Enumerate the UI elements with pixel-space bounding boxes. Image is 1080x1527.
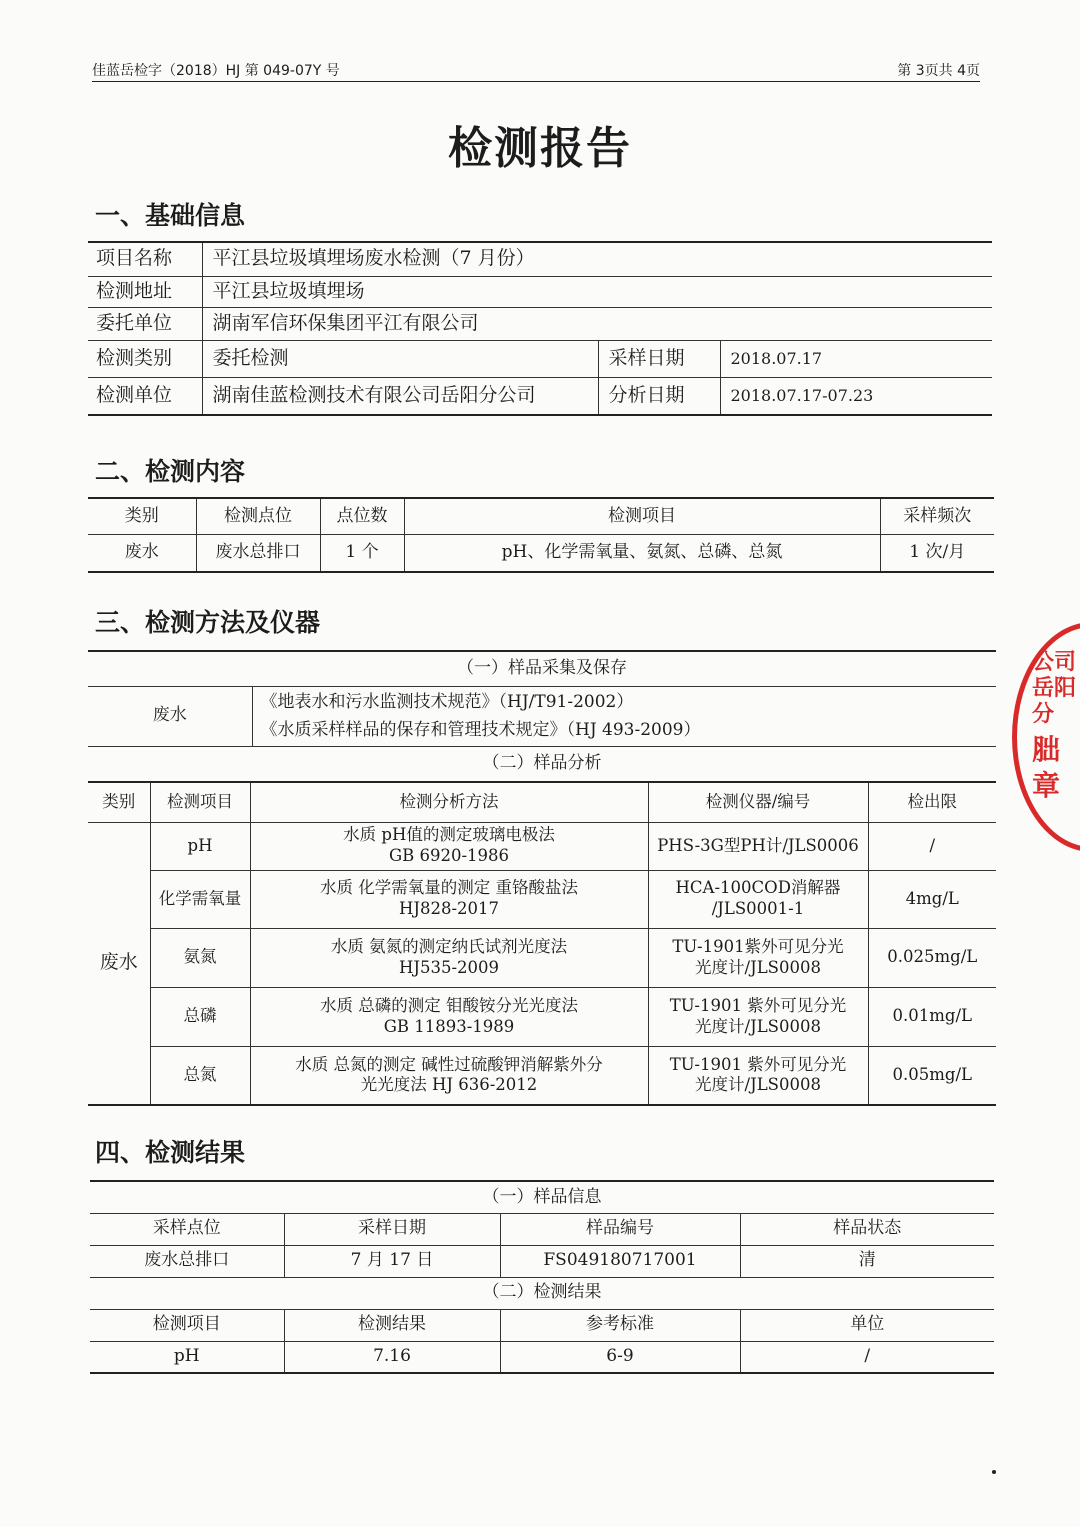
table-row <box>88 870 996 928</box>
sample-header-date: 采样日期 <box>284 1213 500 1245</box>
result-title: （二）检测结果 <box>90 1277 994 1309</box>
analysis-limit: 0.01mg/L <box>868 987 996 1046</box>
content-table <box>88 497 994 573</box>
section-methods-heading: 三、检测方法及仪器 <box>95 608 321 637</box>
sample-state: 清 <box>740 1245 994 1277</box>
table-row <box>88 377 992 415</box>
method-line-2: GB 11893-1989 <box>383 1016 515 1036</box>
seal-text <box>1032 650 1080 804</box>
table-row <box>88 822 996 870</box>
analysis-item: 氨氮 <box>150 928 250 987</box>
type-value: 委托检测 <box>202 340 598 377</box>
method-line-1: 水质 总氮的测定 碱性过硫酸钾消解紫外分 <box>295 1054 603 1074</box>
content-point: 废水总排口 <box>196 534 320 572</box>
sample-info-table <box>90 1180 994 1374</box>
instrument-line-2: 光度计/JLS0008 <box>695 1016 821 1036</box>
seal-text-line-2: 胐章 <box>1032 733 1061 802</box>
method-line-1: 水质 pH值的测定玻璃电极法 <box>343 825 555 845</box>
analysis-header-category: 类别 <box>88 782 150 822</box>
header-rule <box>92 81 980 82</box>
table-row <box>88 928 996 987</box>
analysis-header-limit: 检出限 <box>868 782 996 822</box>
table-row <box>88 782 996 822</box>
content-items: pH、化学需氧量、氨氮、总磷、总氮 <box>404 534 880 572</box>
instrument-line-1: HCA-100COD消解器 <box>675 878 841 898</box>
result-item: pH <box>90 1341 284 1373</box>
result-header-standard: 参考标准 <box>500 1309 740 1341</box>
sample-date: 7 月 17 日 <box>284 1245 500 1277</box>
table-row <box>88 651 996 686</box>
site-label: 检测地址 <box>88 276 202 307</box>
sampling-standard-1: 《地表水和污水监测技术规范》（HJ/T91-2002） <box>260 692 634 712</box>
org-label: 检测单位 <box>88 377 202 415</box>
sampling-standard-2: 《水质采样样品的保存和管理技术规定》（HJ 493-2009） <box>260 720 701 740</box>
table-row <box>88 1046 996 1105</box>
page-info: 第 3页共 4页 <box>897 63 980 79</box>
sample-info-title: （一）样品信息 <box>90 1181 994 1213</box>
report-title: 检测报告 <box>448 123 632 174</box>
instrument-line-1: TU-1901紫外可见分光 <box>672 936 844 956</box>
analysis-item: 总磷 <box>150 987 250 1046</box>
analysis-instrument <box>648 1046 868 1105</box>
sampling-table <box>88 650 996 783</box>
sample-header-state: 样品状态 <box>740 1213 994 1245</box>
analysis-instrument <box>648 822 868 870</box>
org-value: 湖南佳蓝检测技术有限公司岳阳分公司 <box>202 377 598 415</box>
content-frequency: 1 次/月 <box>880 534 994 572</box>
table-row <box>90 1181 994 1213</box>
instrument-line-2: 光度计/JLS0008 <box>695 957 821 977</box>
sampling-date-label: 采样日期 <box>598 340 720 377</box>
table-row <box>88 340 992 377</box>
client-value: 湖南军信环保集团平江有限公司 <box>202 307 992 340</box>
analysis-item: pH <box>150 822 250 870</box>
analysis-item: 化学需氧量 <box>150 870 250 928</box>
table-row <box>88 276 992 307</box>
result-header-unit: 单位 <box>740 1309 994 1341</box>
analysis-instrument <box>648 987 868 1046</box>
table-row <box>88 498 994 534</box>
table-row <box>90 1341 994 1373</box>
project-value: 平江县垃圾填埋场废水检测（7 月份） <box>202 242 992 276</box>
result-header-value: 检测结果 <box>284 1309 500 1341</box>
analysis-header-method: 检测分析方法 <box>250 782 648 822</box>
method-line-2: HJ828-2017 <box>398 899 500 918</box>
section-content-heading: 二、检测内容 <box>95 457 246 486</box>
instrument-line-1: TU-1901 紫外可见分光 <box>669 1054 847 1074</box>
project-label: 项目名称 <box>88 242 202 276</box>
analysis-table <box>88 781 996 1106</box>
analysis-instrument <box>648 928 868 987</box>
table-row <box>88 686 996 746</box>
analysis-header-item: 检测项目 <box>150 782 250 822</box>
document-number: 佳蓝岳检字（2018）HJ 第 049-07Y 号 <box>92 63 340 79</box>
analysis-title: （二）样品分析 <box>88 746 996 782</box>
analysis-date-label: 分析日期 <box>598 377 720 415</box>
result-standard: 6-9 <box>500 1341 740 1373</box>
table-row <box>88 987 996 1046</box>
result-value: 7.16 <box>284 1341 500 1373</box>
type-label: 检测类别 <box>88 340 202 377</box>
sample-id: FS049180717001 <box>500 1245 740 1277</box>
result-unit: / <box>740 1341 994 1373</box>
analysis-limit: 0.05mg/L <box>868 1046 996 1105</box>
content-header-count: 点位数 <box>320 498 404 534</box>
table-row <box>90 1245 994 1277</box>
method-line-1: 水质 总磷的测定 钼酸铵分光光度法 <box>320 995 578 1015</box>
analysis-header-instrument: 检测仪器/编号 <box>648 782 868 822</box>
content-header-items: 检测项目 <box>404 498 880 534</box>
analysis-limit: 4mg/L <box>868 870 996 928</box>
instrument-line-2: 光度计/JLS0008 <box>695 1075 821 1095</box>
site-value: 平江县垃圾填埋场 <box>202 276 992 307</box>
result-header-item: 检测项目 <box>90 1309 284 1341</box>
method-line-2: 光光度法 HJ 636-2012 <box>360 1075 538 1095</box>
analysis-item: 总氮 <box>150 1046 250 1105</box>
content-count: 1 个 <box>320 534 404 572</box>
analysis-method <box>250 928 648 987</box>
instrument-line-1: PHS-3G型PH计/JLS0006 <box>657 835 859 855</box>
analysis-method <box>250 822 648 870</box>
content-header-category: 类别 <box>88 498 196 534</box>
instrument-line-1: TU-1901 紫外可见分光 <box>669 995 847 1015</box>
method-line-1: 水质 化学需氧量的测定 重铬酸盐法 <box>320 878 578 898</box>
table-row <box>90 1277 994 1309</box>
section-basic-info-heading: 一、基础信息 <box>95 201 246 230</box>
content-header-frequency: 采样频次 <box>880 498 994 534</box>
method-line-2: HJ535-2009 <box>398 957 500 977</box>
analysis-method <box>250 870 648 928</box>
content-category: 废水 <box>88 534 196 572</box>
table-row <box>90 1213 994 1245</box>
analysis-method <box>250 1046 648 1105</box>
table-row <box>90 1309 994 1341</box>
sample-header-point: 采样点位 <box>90 1213 284 1245</box>
method-line-2: GB 6920-1986 <box>388 846 510 865</box>
table-row <box>88 534 994 572</box>
client-label: 委托单位 <box>88 307 202 340</box>
analysis-method <box>250 987 648 1046</box>
content-header-point: 检测点位 <box>196 498 320 534</box>
method-line-1: 水质 氨氮的测定纳氏试剂光度法 <box>330 936 568 956</box>
seal-text-line: 公司岳阳分 <box>1032 650 1077 727</box>
table-row <box>88 746 996 782</box>
sample-header-id: 样品编号 <box>500 1213 740 1245</box>
sampling-title: （一）样品采集及保存 <box>88 651 996 686</box>
basic-info-table <box>88 241 992 416</box>
sample-point: 废水总排口 <box>90 1245 284 1277</box>
analysis-limit: / <box>868 822 996 870</box>
sampling-date-value: 2018.07.17 <box>720 340 992 377</box>
analysis-limit: 0.025mg/L <box>868 928 996 987</box>
table-row <box>88 242 992 276</box>
analysis-instrument <box>648 870 868 928</box>
scan-speck <box>992 1470 996 1474</box>
table-row <box>88 307 992 340</box>
sampling-category: 废水 <box>88 686 252 746</box>
sampling-standards <box>252 686 996 746</box>
instrument-line-2: /JLS0001-1 <box>711 899 805 918</box>
section-results-heading: 四、检测结果 <box>95 1138 246 1167</box>
analysis-date-value: 2018.07.17-07.23 <box>720 377 992 415</box>
analysis-category: 废水 <box>88 822 150 1105</box>
